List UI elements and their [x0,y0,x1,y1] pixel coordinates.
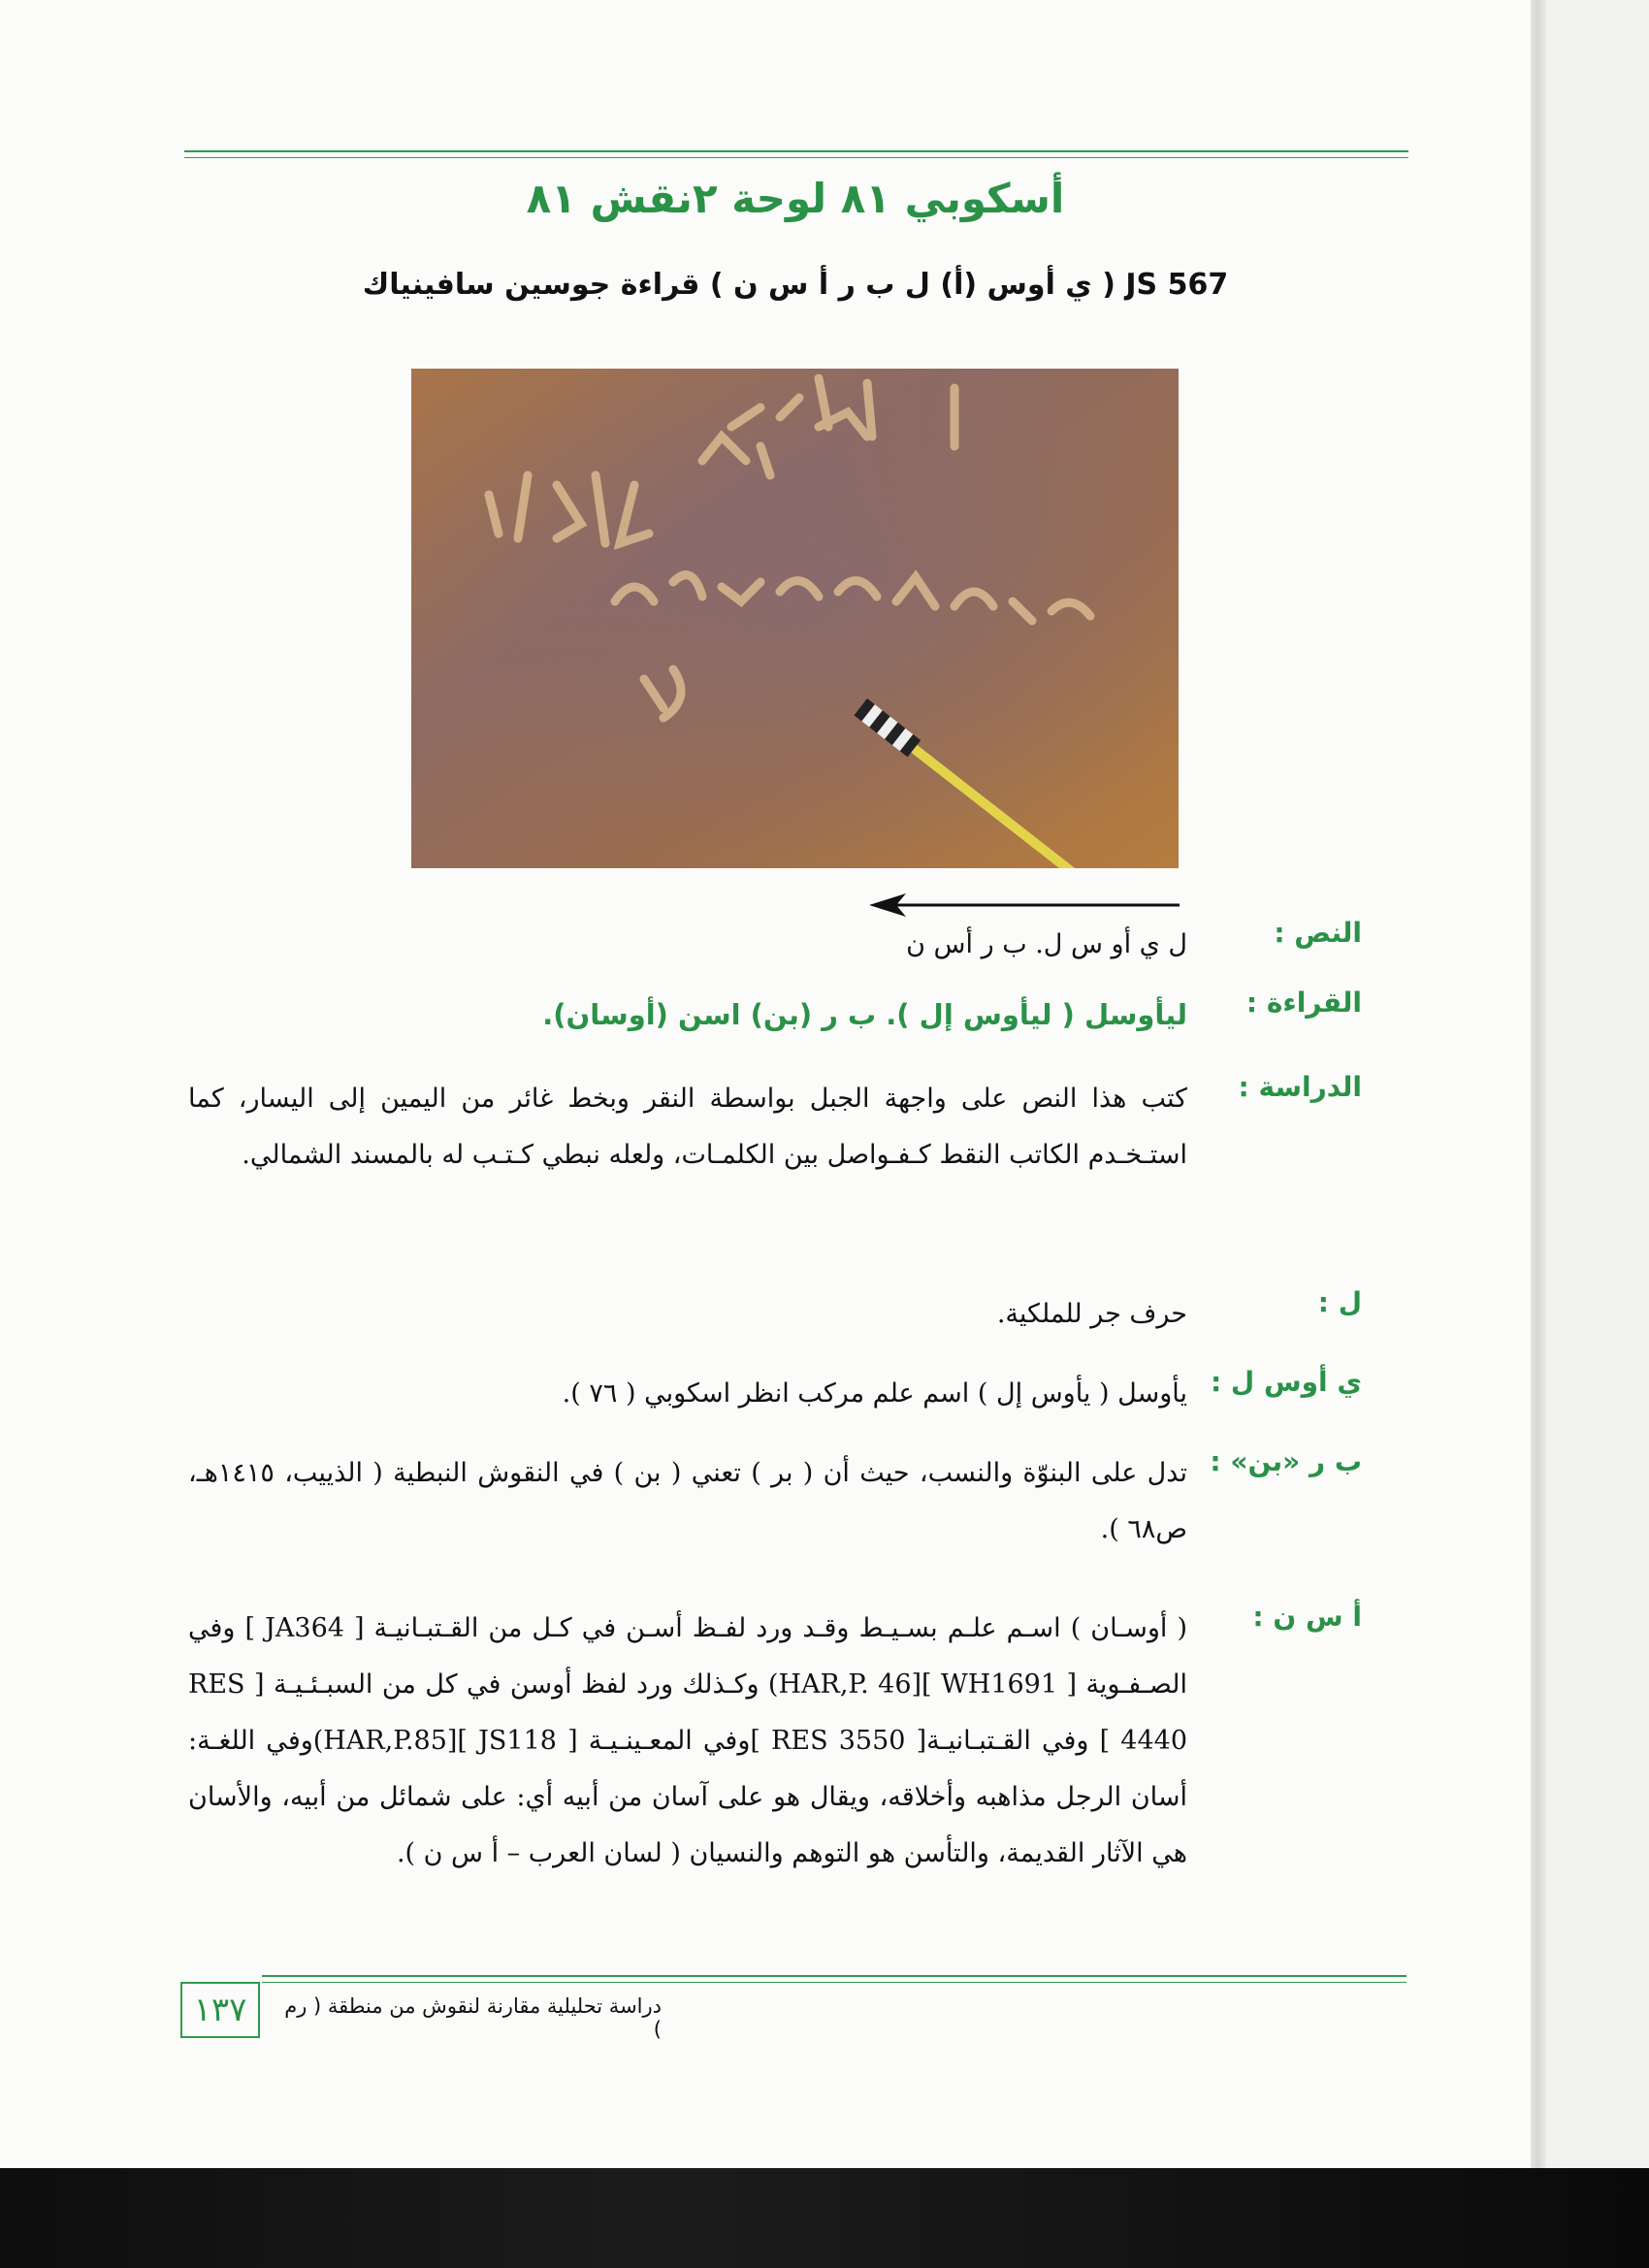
entry-label: ي أوس ل : [1210,1366,1362,1398]
page-number: ١٣٧ [180,1982,260,2038]
entry-label: أ س ن : [1252,1601,1362,1633]
entry-body: ل ي أو س ل. ب ر أس ن [906,929,1187,959]
entry-label: القراءة : [1245,987,1362,1019]
entry-bar [175,1445,1362,1562]
entry-label: الدراسة : [1238,1071,1362,1103]
entry-yaws-il [175,1366,1362,1424]
entry-body: كتب هذا النص على واجهة الجبل بواسطة النقر وبخط غائر من اليمين إلى اليسار، كما استـخـدم الكاتب النقط كـفـواصل بين الكلمـات، ولعله نبطي كـتـب له بالمسند الشمالي. [188,1084,1187,1170]
facing-page-edge [1546,0,1649,2168]
header-rule-top [184,150,1408,152]
reading-direction-arrow [869,891,1180,920]
entry-body: تدل على البنوّة والنسب، حيث أن ( بر ) تعني ( بن ) في النقوش النبطية ( الذييب، ١٤١٥هـ، ص٦٨ ). [188,1458,1187,1544]
running-footer: دراسة تحليلية مقارنة لنقوش من منطقة ( رم ) [284,1994,662,2041]
page-title: أسكوبي ٨١ لوحة ٢نقش ٨١ [526,175,1065,222]
entry-label: ب ر «بن» : [1210,1445,1362,1477]
footer-rule-bottom [262,1982,1406,1983]
entry-body: ليأوسل ( ليأوس إل ). ب ر (بن) اسن (أوسان). [542,998,1187,1031]
entry-label: ل : [1317,1286,1362,1318]
entry-study [175,1071,1362,1265]
page-subtitle: JS 567 ( ي أوس (أ) ل ب ر أ س ن ) قراءة جوسين سافينياك [362,268,1229,302]
entry-aws-n [175,1601,1362,1911]
header-rule-bottom [184,157,1408,158]
footer-rule-top [262,1975,1406,1977]
scan-bottom-edge [0,2168,1649,2268]
entry-lam [175,1286,1362,1345]
entry-body: ( أوسـان ) اسـم علـم بسـيـط وقـد ورد لفـظ أسـن في كـل من القـتبـانيـة [ JA364 ] وفي الصـفـوية [ WH1691 ][HAR,P. 46) وكـذلك ورد لفظ أوسن في كل من السبـئـيـة [ RES 4440 ] وفي القـتبـانيـة[ RES 3550 ]وفي المعـينـيـة [ JS118 ][HAR,P.85)وفي اللغـة: أسان الرجل مذاهبه وأخلاقه، ويقال هو على آسان من أبيه أي: على شمائل من أبيه، والأسان هي الآثار القديمة، والتأسن هو التوهم والنسيان ( لسان العرب – أ س ن ). [188,1613,1187,1868]
entry-reading [175,987,1362,1045]
inscription-photo [411,369,1179,868]
entry-label: النص : [1274,917,1362,949]
entry-body: حرف جر للملكية. [996,1299,1187,1329]
entry-body: يأوسل ( يأوس إل ) اسم علم مركب انظر اسكوبي ( ٧٦ ). [562,1378,1187,1409]
entry-text [175,917,1362,975]
book-spine-shadow [1531,0,1546,2168]
